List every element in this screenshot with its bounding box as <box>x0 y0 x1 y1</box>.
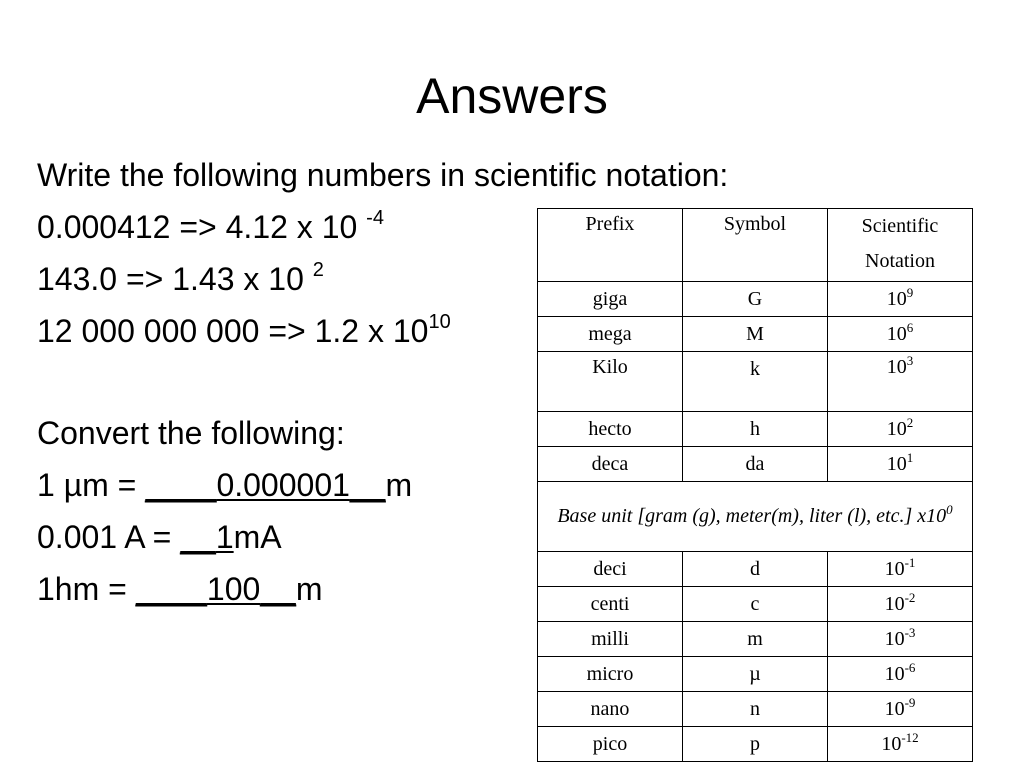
convert-item-unit: mA <box>233 519 282 555</box>
convert-item <box>37 465 412 505</box>
cell-symbol: d <box>683 552 828 587</box>
notation-item-exponent: 10 <box>428 311 451 333</box>
cell-notation: $10^9$ <box>828 282 973 317</box>
table-row <box>538 587 973 622</box>
notation-item <box>37 259 324 304</box>
convert-item-unit: m <box>295 571 323 607</box>
table-row <box>538 282 973 317</box>
convert-item-prefix: 0.001 A = <box>37 519 181 555</box>
table-row <box>538 692 973 727</box>
cell-prefix: centi <box>538 587 683 622</box>
cell-prefix: deca <box>538 447 683 482</box>
table-row <box>538 412 973 447</box>
cell-symbol: m <box>683 622 828 657</box>
cell-notation: $10^1$ <box>828 447 973 482</box>
convert-item-answer: ____0.000001__ <box>145 467 386 503</box>
cell-symbol: h <box>683 412 828 447</box>
notation-heading: Write the following numbers in scientific notation: <box>37 157 729 193</box>
convert-item-unit: m <box>385 467 413 503</box>
header-prefix: Prefix <box>538 209 683 282</box>
convert-item-prefix: 1hm = <box>37 571 136 607</box>
cell-prefix: Kilo <box>538 352 683 412</box>
convert-item-prefix: 1 µm = <box>37 467 146 503</box>
cell-notation: $10^{-2}$ <box>828 587 973 622</box>
slide-title: Answers <box>416 68 608 124</box>
cell-notation: $10^6$ <box>828 317 973 352</box>
cell-symbol: da <box>683 447 828 482</box>
cell-symbol: n <box>683 692 828 727</box>
cell-prefix: hecto <box>538 412 683 447</box>
cell-prefix: micro <box>538 657 683 692</box>
cell-notation: $10^{-1}$ <box>828 552 973 587</box>
cell-prefix: pico <box>538 727 683 762</box>
cell-notation: $10^{-12}$ <box>828 727 973 762</box>
convert-item-answer: ____100__ <box>135 571 296 607</box>
notation-item-exponent: -4 <box>366 207 384 229</box>
table-row <box>538 622 973 657</box>
cell-symbol: G <box>683 282 828 317</box>
notation-item-exponent: 2 <box>312 259 324 281</box>
table-row <box>538 727 973 762</box>
base-unit-cell: Base unit [gram (g), meter(m), liter (l), etc.] $x10^0$ <box>538 482 973 552</box>
notation-item-text: 12 000 000 000 => 1.2 x 10 <box>37 313 429 349</box>
table-row <box>538 657 973 692</box>
cell-symbol: p <box>683 727 828 762</box>
notation-item <box>37 207 384 252</box>
cell-notation: $10^2$ <box>828 412 973 447</box>
convert-item <box>37 569 323 609</box>
convert-heading: Convert the following: <box>37 415 345 451</box>
convert-item <box>37 517 282 557</box>
notation-item-text: 143.0 => 1.43 x 10 <box>37 261 313 297</box>
convert-item-answer: __1 <box>180 519 234 555</box>
header-scientific-notation: Scientific Notation <box>828 209 973 282</box>
table-header-row <box>538 209 973 282</box>
table-row <box>538 352 973 412</box>
table-row <box>538 447 973 482</box>
cell-notation: $10^{-9}$ <box>828 692 973 727</box>
cell-symbol: µ <box>683 657 828 692</box>
base-unit-row <box>538 482 973 552</box>
table-row <box>538 552 973 587</box>
cell-prefix: deci <box>538 552 683 587</box>
header-symbol: Symbol <box>683 209 828 282</box>
cell-symbol: M <box>683 317 828 352</box>
prefix-table <box>537 208 973 762</box>
cell-prefix: giga <box>538 282 683 317</box>
cell-notation: $10^3$ <box>828 352 973 412</box>
table-row <box>538 317 973 352</box>
cell-symbol: c <box>683 587 828 622</box>
cell-notation: $10^{-6}$ <box>828 657 973 692</box>
notation-item-text: 0.000412 => 4.12 x 10 <box>37 209 367 245</box>
notation-item <box>37 311 451 356</box>
cell-notation: $10^{-3}$ <box>828 622 973 657</box>
cell-prefix: mega <box>538 317 683 352</box>
cell-symbol: k <box>683 352 828 412</box>
cell-prefix: milli <box>538 622 683 657</box>
cell-prefix: nano <box>538 692 683 727</box>
